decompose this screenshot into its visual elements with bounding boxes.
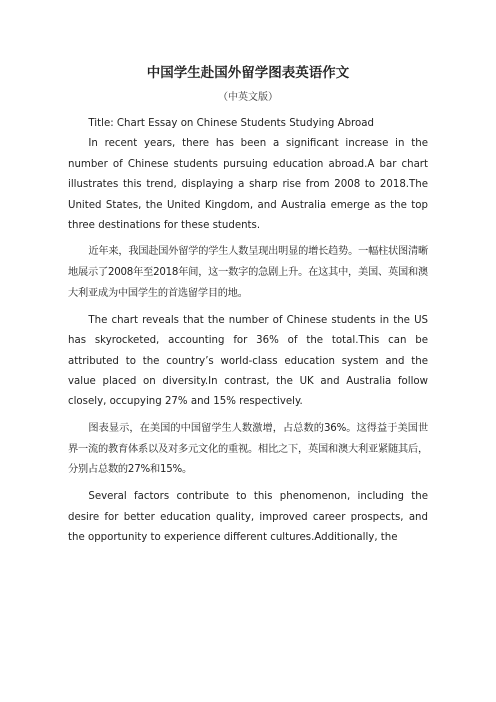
paragraph-intro-en: In recent years, there has been a significant increase in the number of Chinese students pursuing education abroad.A bar chart illustrates this trend, displaying a sharp rise from 2008 to 2018.The United States, the United Kingdom, and Australia emerge as the top three destinations for these students. <box>68 138 428 232</box>
essay-title-paragraph: Title: Chart Essay on Chinese Students Studying Abroad <box>88 118 374 129</box>
paragraph-intro-cn: 近年来，我国赴国外留学的学生人数呈现出明显的增长趋势。一幅柱状图清晰地展示了2008年至2018年间，这一数字的急剧上升。在这其中，美国、英国和澳大利亚成为中国学生的首选留学目的地。 <box>68 246 428 300</box>
paragraph-factors-en: Several factors contribute to this phenomenon, including the desire for better education quality, improved career prospects, and the opportunity to experience different cultures.Additionally, the <box>68 491 428 544</box>
document-subtitle: （中英文版） <box>218 92 278 103</box>
paragraph-chart-cn: 图表显示，在美国的中国留学生人数激增，占总数的36%。这得益于美国世界一流的教育体系以及对多元文化的重视。相比之下，英国和澳大利亚紧随其后，分别占总数的27%和15%。 <box>68 422 428 476</box>
document-title: 中国学生赴国外留学图表英语作文 <box>146 65 350 81</box>
paragraph-chart-en: The chart reveals that the number of Chinese students in the US has skyrocketed, accounting for 36% of the total.This can be attributed to the country’s world-class education system and the value placed on diversity.In contrast, the UK and Australia follow closely, occupying 27% and 15% respectively. <box>68 314 428 408</box>
